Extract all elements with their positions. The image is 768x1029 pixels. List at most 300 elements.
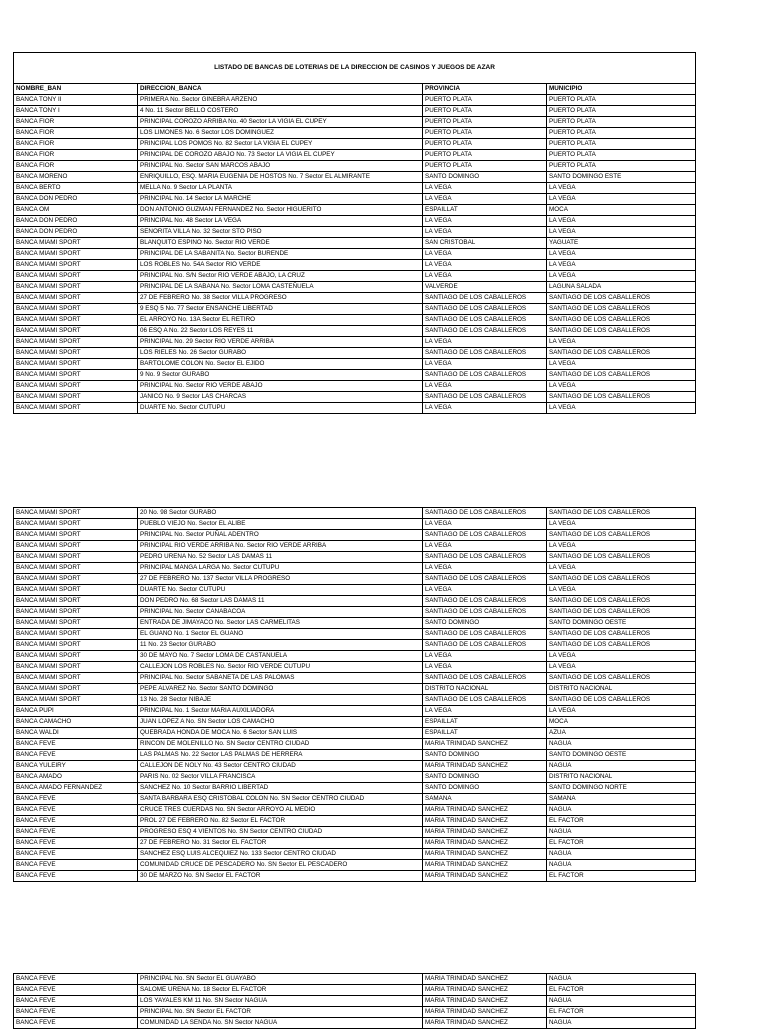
cell-municipio: PUERTO PLATA [547,161,696,172]
table-row [14,117,696,128]
cell-provincia: SANTIAGO DE LOS CABALLEROS [423,552,547,563]
cell-municipio: LAGUNA SALADA [547,282,696,293]
cell-provincia: SANTIAGO DE LOS CABALLEROS [423,695,547,706]
table-row [14,816,696,827]
cell-municipio: LA VEGA [547,706,696,717]
cell-direccion: SENORITA VILLA No. 32 Sector STO PISO [138,227,423,238]
cell-provincia: SANTIAGO DE LOS CABALLEROS [423,530,547,541]
table-section-3 [13,973,695,1029]
cell-nombre: BANCA FIOR [14,150,138,161]
cell-nombre: BANCA MIAMI SPORT [14,392,138,403]
cell-direccion: 13 No. 28 Sector NIBAJE [138,695,423,706]
cell-direccion: LOS RIELES No. 26 Sector GURABO [138,348,423,359]
cell-direccion: BLANQUITO ESPINO No. Sector RIO VERDE [138,238,423,249]
cell-provincia: PUERTO PLATA [423,117,547,128]
cell-direccion: PRIMERA No. Sector GINEBRA ARZENO [138,95,423,106]
cell-municipio: SANTIAGO DE LOS CABALLEROS [547,607,696,618]
cell-nombre: BANCA MIAMI SPORT [14,370,138,381]
cell-direccion: 30 DE MAYO No. 7 Sector LOMA DE CASTANUELA [138,651,423,662]
cell-provincia: SAMANA [423,794,547,805]
cell-municipio: LA VEGA [547,337,696,348]
cell-direccion: 06 ESQ A No. 22 Sector LOS REYES 11 [138,326,423,337]
cell-municipio: YAGUATE [547,238,696,249]
cell-direccion: PROGRESO ESQ 4 VIENTOS No. SN Sector CENTRO CIUDAD [138,827,423,838]
cell-direccion: EL GUANO No. 1 Sector EL GUANO [138,629,423,640]
cell-nombre: BANCA MIAMI SPORT [14,530,138,541]
cell-direccion: BARTOLOME COLON No. Sector EL EJIDO [138,359,423,370]
table-row [14,761,696,772]
table-row [14,794,696,805]
cell-municipio: EL FACTOR [547,871,696,882]
table-row [14,260,696,271]
cell-nombre: BANCA FEVE [14,985,138,996]
cell-municipio: LA VEGA [547,260,696,271]
cell-municipio: LA VEGA [547,541,696,552]
table-row [14,194,696,205]
cell-municipio: SANTIAGO DE LOS CABALLEROS [547,596,696,607]
cell-provincia: PUERTO PLATA [423,95,547,106]
cell-direccion: 11 No. 23 Sector GURABO [138,640,423,651]
table-row [14,530,696,541]
cell-municipio: LA VEGA [547,662,696,673]
cell-municipio: SANTIAGO DE LOS CABALLEROS [547,370,696,381]
cell-direccion: JANICO No. 9 Sector LAS CHARCAS [138,392,423,403]
table-row [14,304,696,315]
cell-direccion: DON ANTONIO GUZMAN FERNANDEZ No. Sector HIGUERITO [138,205,423,216]
cell-municipio: SANTO DOMINGO OESTE [547,618,696,629]
table-row [14,695,696,706]
table-row [14,293,696,304]
cell-direccion: PRINCIPAL No. Sector RIO VERDE ABAJO [138,381,423,392]
table-row [14,139,696,150]
cell-direccion: SANTA BARBARA ESQ CRISTOBAL COLON No. SN Sector CENTRO CIUDAD [138,794,423,805]
cell-municipio: NAGUA [547,996,696,1007]
cell-municipio: SANTIAGO DE LOS CABALLEROS [547,673,696,684]
cell-provincia: SANTIAGO DE LOS CABALLEROS [423,326,547,337]
cell-nombre: BANCA TONY II [14,95,138,106]
cell-nombre: BANCA AMADO [14,772,138,783]
table-row [14,618,696,629]
cell-provincia: PUERTO PLATA [423,139,547,150]
cell-direccion: LAS PALMAS No. 22 Sector LAS PALMAS DE HERRERA [138,750,423,761]
cell-municipio: LA VEGA [547,183,696,194]
table-row [14,585,696,596]
cell-provincia: LA VEGA [423,651,547,662]
cell-provincia: LA VEGA [423,194,547,205]
cell-direccion: LOS ROBLES No. 54A Sector RIO VERDE [138,260,423,271]
cell-municipio: LA VEGA [547,271,696,282]
table-row [14,216,696,227]
cell-provincia: LA VEGA [423,706,547,717]
table-row [14,337,696,348]
cell-direccion: ENRIQUILLO, ESQ. MARIA EUGENIA DE HOSTOS No. 7 Sector EL ALMIRANTE [138,172,423,183]
cell-provincia: DISTRITO NACIONAL [423,684,547,695]
table-row [14,392,696,403]
cell-nombre: BANCA MIAMI SPORT [14,326,138,337]
table-row [14,651,696,662]
cell-provincia: PUERTO PLATA [423,106,547,117]
cell-provincia: SANTIAGO DE LOS CABALLEROS [423,574,547,585]
cell-direccion: CALLEJON DE NOLY No. 43 Sector CENTRO CIUDAD [138,761,423,772]
table-row [14,370,696,381]
table-row [14,519,696,530]
cell-direccion: EL ARROYO No. 13A Sector EL RETIRO [138,315,423,326]
table-row [14,1018,696,1029]
cell-nombre: BANCA MIAMI SPORT [14,304,138,315]
cell-nombre: BANCA TONY I [14,106,138,117]
cell-municipio: PUERTO PLATA [547,117,696,128]
cell-provincia: SANTO DOMINGO [423,772,547,783]
cell-direccion: JUAN LOPEZ A No. SN Sector LOS CAMACHO [138,717,423,728]
table-row [14,640,696,651]
bancas-table-3 [13,973,696,1029]
cell-municipio: SANTIAGO DE LOS CABALLEROS [547,530,696,541]
cell-direccion: DUARTE No. Sector CUTUPU [138,585,423,596]
cell-provincia: LA VEGA [423,519,547,530]
cell-municipio: LA VEGA [547,216,696,227]
cell-nombre: BANCA FEVE [14,805,138,816]
cell-municipio: LA VEGA [547,519,696,530]
cell-municipio: NAGUA [547,849,696,860]
cell-provincia: LA VEGA [423,271,547,282]
table-row [14,596,696,607]
cell-direccion: PROL 27 DE FEBRERO No. 82 Sector EL FACTOR [138,816,423,827]
cell-municipio: NAGUA [547,805,696,816]
cell-nombre: BANCA DON PEDRO [14,227,138,238]
table-row [14,172,696,183]
cell-nombre: BANCA FEVE [14,1018,138,1029]
cell-nombre: BANCA BERTO [14,183,138,194]
cell-direccion: MELLA No. 9 Sector LA PLANTA [138,183,423,194]
table-row [14,150,696,161]
cell-provincia: LA VEGA [423,216,547,227]
table-row [14,684,696,695]
cell-direccion: PRINCIPAL RIO VERDE ARRIBA No. Sector RIO VERDE ARRIBA [138,541,423,552]
cell-provincia: LA VEGA [423,585,547,596]
cell-municipio: LA VEGA [547,403,696,414]
cell-provincia: MARIA TRINIDAD SANCHEZ [423,985,547,996]
cell-municipio: AZUA [547,728,696,739]
cell-provincia: LA VEGA [423,227,547,238]
cell-nombre: BANCA MIAMI SPORT [14,629,138,640]
table-row [14,326,696,337]
cell-municipio: PUERTO PLATA [547,139,696,150]
cell-nombre: BANCA MORENO [14,172,138,183]
cell-direccion: CRUCE TRES CUERDAS No. SN Sector ARROYO AL MEDIO [138,805,423,816]
cell-nombre: BANCA MIAMI SPORT [14,348,138,359]
cell-provincia: ESPAILLAT [423,205,547,216]
cell-municipio: NAGUA [547,860,696,871]
cell-direccion: PRINCIPAL No. 1 Sector MARIA AUXILIADORA [138,706,423,717]
cell-provincia: MARIA TRINIDAD SANCHEZ [423,1007,547,1018]
cell-nombre: BANCA MIAMI SPORT [14,574,138,585]
cell-direccion: ENTRADA DE JIMAYACO No. Sector LAS CARMELITAS [138,618,423,629]
cell-nombre: BANCA DON PEDRO [14,216,138,227]
cell-nombre: BANCA MIAMI SPORT [14,585,138,596]
cell-municipio: SANTIAGO DE LOS CABALLEROS [547,629,696,640]
table-row [14,728,696,739]
cell-municipio: SANTIAGO DE LOS CABALLEROS [547,348,696,359]
cell-nombre: BANCA MIAMI SPORT [14,552,138,563]
cell-provincia: SANTIAGO DE LOS CABALLEROS [423,607,547,618]
table-row [14,128,696,139]
cell-direccion: PRINCIPAL LOS POMOS No. 82 Sector LA VIGIA EL CUPEY [138,139,423,150]
cell-municipio: NAGUA [547,974,696,985]
cell-municipio: SANTIAGO DE LOS CABALLEROS [547,304,696,315]
cell-nombre: BANCA FIOR [14,117,138,128]
cell-municipio: NAGUA [547,739,696,750]
cell-municipio: SAMANA [547,794,696,805]
cell-municipio: PUERTO PLATA [547,95,696,106]
cell-direccion: PARIS No. 02 Sector VILLA FRANCISCA [138,772,423,783]
cell-provincia: LA VEGA [423,249,547,260]
cell-provincia: LA VEGA [423,662,547,673]
cell-provincia: VALVERDE [423,282,547,293]
table-row [14,508,696,519]
cell-municipio: PUERTO PLATA [547,150,696,161]
cell-municipio: SANTO DOMINGO NORTE [547,783,696,794]
cell-direccion: PEDRO URENA No. 52 Sector LAS DAMAS 11 [138,552,423,563]
table-row [14,750,696,761]
cell-nombre: BANCA FEVE [14,871,138,882]
cell-provincia: SANTIAGO DE LOS CABALLEROS [423,304,547,315]
cell-nombre: BANCA MIAMI SPORT [14,293,138,304]
table-row [14,552,696,563]
cell-direccion: CALLEJON LOS ROBLES No. Sector RIO VERDE CUTUPU [138,662,423,673]
cell-provincia: MARIA TRINIDAD SANCHEZ [423,816,547,827]
cell-nombre: BANCA CAMACHO [14,717,138,728]
cell-municipio: EL FACTOR [547,1007,696,1018]
cell-provincia: SANTIAGO DE LOS CABALLEROS [423,348,547,359]
cell-provincia: SANTIAGO DE LOS CABALLEROS [423,508,547,519]
cell-nombre: BANCA FIOR [14,139,138,150]
table-row [14,860,696,871]
cell-direccion: PRINCIPAL No. Sector PUÑAL ADENTRO [138,530,423,541]
cell-provincia: PUERTO PLATA [423,161,547,172]
table-body [14,974,696,1029]
cell-nombre: BANCA MIAMI SPORT [14,282,138,293]
cell-direccion: PRINCIPAL DE LA SABANA No. Sector LOMA CASTEÑUELA [138,282,423,293]
cell-direccion: PRINCIPAL No. SN Sector EL FACTOR [138,1007,423,1018]
cell-nombre: BANCA MIAMI SPORT [14,596,138,607]
table-row [14,662,696,673]
table-section-1 [13,52,695,414]
cell-municipio: LA VEGA [547,249,696,260]
cell-municipio: DISTRITO NACIONAL [547,772,696,783]
cell-provincia: SANTIAGO DE LOS CABALLEROS [423,629,547,640]
cell-municipio: PUERTO PLATA [547,106,696,117]
title-row [14,53,696,84]
cell-municipio: MOCA [547,717,696,728]
cell-nombre: BANCA DON PEDRO [14,194,138,205]
cell-nombre: BANCA MIAMI SPORT [14,673,138,684]
column-header-municipio: MUNICIPIO [547,84,696,95]
table-row [14,739,696,750]
cell-nombre: BANCA FEVE [14,849,138,860]
cell-provincia: PUERTO PLATA [423,128,547,139]
cell-municipio: LA VEGA [547,194,696,205]
cell-provincia: SANTIAGO DE LOS CABALLEROS [423,392,547,403]
cell-provincia: LA VEGA [423,403,547,414]
cell-provincia: SANTIAGO DE LOS CABALLEROS [423,315,547,326]
cell-nombre: BANCA MIAMI SPORT [14,359,138,370]
cell-direccion: PRINCIPAL No. S/N Sector RIO VERDE ABAJO, LA CRUZ [138,271,423,282]
cell-nombre: BANCA FEVE [14,860,138,871]
cell-nombre: BANCA MIAMI SPORT [14,651,138,662]
table-row [14,629,696,640]
table-row [14,772,696,783]
cell-provincia: LA VEGA [423,260,547,271]
table-row [14,348,696,359]
cell-direccion: SANCHEZ ESQ LUIS ALCEQUIEZ No. 133 Sector CENTRO CIUDAD [138,849,423,860]
cell-municipio: LA VEGA [547,585,696,596]
cell-nombre: BANCA FIOR [14,161,138,172]
cell-municipio: NAGUA [547,827,696,838]
table-row [14,974,696,985]
cell-nombre: BANCA MIAMI SPORT [14,618,138,629]
table-row [14,673,696,684]
cell-nombre: BANCA MIAMI SPORT [14,695,138,706]
table-row [14,985,696,996]
cell-nombre: BANCA MIAMI SPORT [14,508,138,519]
table-row [14,95,696,106]
cell-municipio: PUERTO PLATA [547,128,696,139]
table-row [14,563,696,574]
column-header-provincia: PROVINCIA [423,84,547,95]
cell-direccion: 27 DE FEBRERO No. 31 Sector EL FACTOR [138,838,423,849]
cell-municipio: LA VEGA [547,359,696,370]
cell-nombre: BANCA WALDI [14,728,138,739]
cell-provincia: SANTO DOMINGO [423,783,547,794]
cell-direccion: PEPE ALVAREZ No. Sector SANTO DOMINGO [138,684,423,695]
table-row [14,315,696,326]
table-row [14,783,696,794]
cell-direccion: COMUNIDAD CRUCE DE PESCADERO No. SN Sector EL PESCADERO [138,860,423,871]
table-row [14,238,696,249]
cell-nombre: BANCA FEVE [14,827,138,838]
cell-nombre: BANCA MIAMI SPORT [14,260,138,271]
cell-municipio: LA VEGA [547,227,696,238]
cell-municipio: SANTIAGO DE LOS CABALLEROS [547,508,696,519]
cell-direccion: RINCON DE MOLENILLO No. SN Sector CENTRO CIUDAD [138,739,423,750]
cell-municipio: SANTIAGO DE LOS CABALLEROS [547,640,696,651]
cell-nombre: BANCA FEVE [14,750,138,761]
cell-provincia: MARIA TRINIDAD SANCHEZ [423,805,547,816]
cell-provincia: SANTO DOMINGO [423,618,547,629]
cell-provincia: SANTIAGO DE LOS CABALLEROS [423,673,547,684]
cell-direccion: SANCHEZ No. 10 Sector BARRIO LIBERTAD [138,783,423,794]
table-row [14,282,696,293]
cell-provincia: MARIA TRINIDAD SANCHEZ [423,849,547,860]
cell-municipio: EL FACTOR [547,985,696,996]
cell-provincia: LA VEGA [423,183,547,194]
cell-municipio: LA VEGA [547,563,696,574]
table-row [14,271,696,282]
cell-nombre: BANCA FEVE [14,1007,138,1018]
bancas-table-1 [13,52,696,414]
table-row [14,205,696,216]
table-row [14,359,696,370]
cell-provincia: MARIA TRINIDAD SANCHEZ [423,827,547,838]
cell-municipio: SANTIAGO DE LOS CABALLEROS [547,574,696,585]
table-row [14,1007,696,1018]
cell-provincia: MARIA TRINIDAD SANCHEZ [423,871,547,882]
cell-nombre: BANCA OM [14,205,138,216]
cell-nombre: BANCA FEVE [14,794,138,805]
cell-direccion: DUARTE No. Sector CUTUPU [138,403,423,414]
column-header-direccion: DIRECCION_BANCA [138,84,423,95]
cell-nombre: BANCA FEVE [14,974,138,985]
cell-provincia: MARIA TRINIDAD SANCHEZ [423,996,547,1007]
cell-provincia: MARIA TRINIDAD SANCHEZ [423,1018,547,1029]
cell-direccion: 4 No. 11 Sector BELLO COSTERO [138,106,423,117]
cell-direccion: PRINCIPAL No. Sector SAN MARCOS ABAJO [138,161,423,172]
cell-nombre: BANCA MIAMI SPORT [14,607,138,618]
cell-municipio: SANTIAGO DE LOS CABALLEROS [547,326,696,337]
cell-direccion: PRINCIPAL No. 29 Sector RIO VERDE ARRIBA [138,337,423,348]
table-row [14,541,696,552]
cell-direccion: COMUNIDAD LA SENDA No. SN Sector NAGUA [138,1018,423,1029]
table-body [14,53,696,414]
cell-direccion: PRINCIPAL No. Sector SABANETA DE LAS PALOMAS [138,673,423,684]
cell-municipio: SANTO DOMINGO OESTE [547,750,696,761]
cell-provincia: LA VEGA [423,337,547,348]
cell-nombre: BANCA MIAMI SPORT [14,563,138,574]
table-row [14,381,696,392]
cell-nombre: BANCA FEVE [14,838,138,849]
cell-municipio: NAGUA [547,761,696,772]
cell-provincia: LA VEGA [423,381,547,392]
cell-provincia: MARIA TRINIDAD SANCHEZ [423,860,547,871]
table-row [14,249,696,260]
cell-nombre: BANCA MIAMI SPORT [14,541,138,552]
cell-municipio: SANTIAGO DE LOS CABALLEROS [547,695,696,706]
cell-direccion: PRINCIPAL No. 14 Sector LA MARCHE [138,194,423,205]
table-row [14,706,696,717]
cell-direccion: 27 DE FEBRERO No. 137 Sector VILLA PROGRESO [138,574,423,585]
cell-direccion: DON PEDRO No. 68 Sector LAS DAMAS 11 [138,596,423,607]
cell-direccion: PRINCIPAL COROZO ARRIBA No. 40 Sector LA VIGIA EL CUPEY [138,117,423,128]
bancas-table-2 [13,507,696,882]
cell-municipio: SANTIAGO DE LOS CABALLEROS [547,293,696,304]
cell-provincia: MARIA TRINIDAD SANCHEZ [423,739,547,750]
cell-nombre: BANCA MIAMI SPORT [14,249,138,260]
cell-direccion: PRINCIPAL No. SN Sector EL GUAYABO [138,974,423,985]
cell-nombre: BANCA FEVE [14,996,138,1007]
table-row [14,106,696,117]
table-row [14,403,696,414]
cell-nombre: BANCA MIAMI SPORT [14,381,138,392]
column-header-nombre: NOMBRE_BAN [14,84,138,95]
cell-municipio: SANTIAGO DE LOS CABALLEROS [547,392,696,403]
cell-municipio: DISTRITO NACIONAL [547,684,696,695]
table-row [14,849,696,860]
table-row [14,574,696,585]
cell-nombre: BANCA MIAMI SPORT [14,238,138,249]
cell-nombre: BANCA MIAMI SPORT [14,271,138,282]
cell-provincia: MARIA TRINIDAD SANCHEZ [423,838,547,849]
table-row [14,227,696,238]
cell-provincia: PUERTO PLATA [423,150,547,161]
cell-provincia: MARIA TRINIDAD SANCHEZ [423,761,547,772]
cell-provincia: MARIA TRINIDAD SANCHEZ [423,974,547,985]
cell-provincia: SANTIAGO DE LOS CABALLEROS [423,370,547,381]
cell-nombre: BANCA FEVE [14,739,138,750]
cell-provincia: ESPAILLAT [423,717,547,728]
cell-provincia: LA VEGA [423,359,547,370]
table-row [14,871,696,882]
cell-provincia: ESPAILLAT [423,728,547,739]
